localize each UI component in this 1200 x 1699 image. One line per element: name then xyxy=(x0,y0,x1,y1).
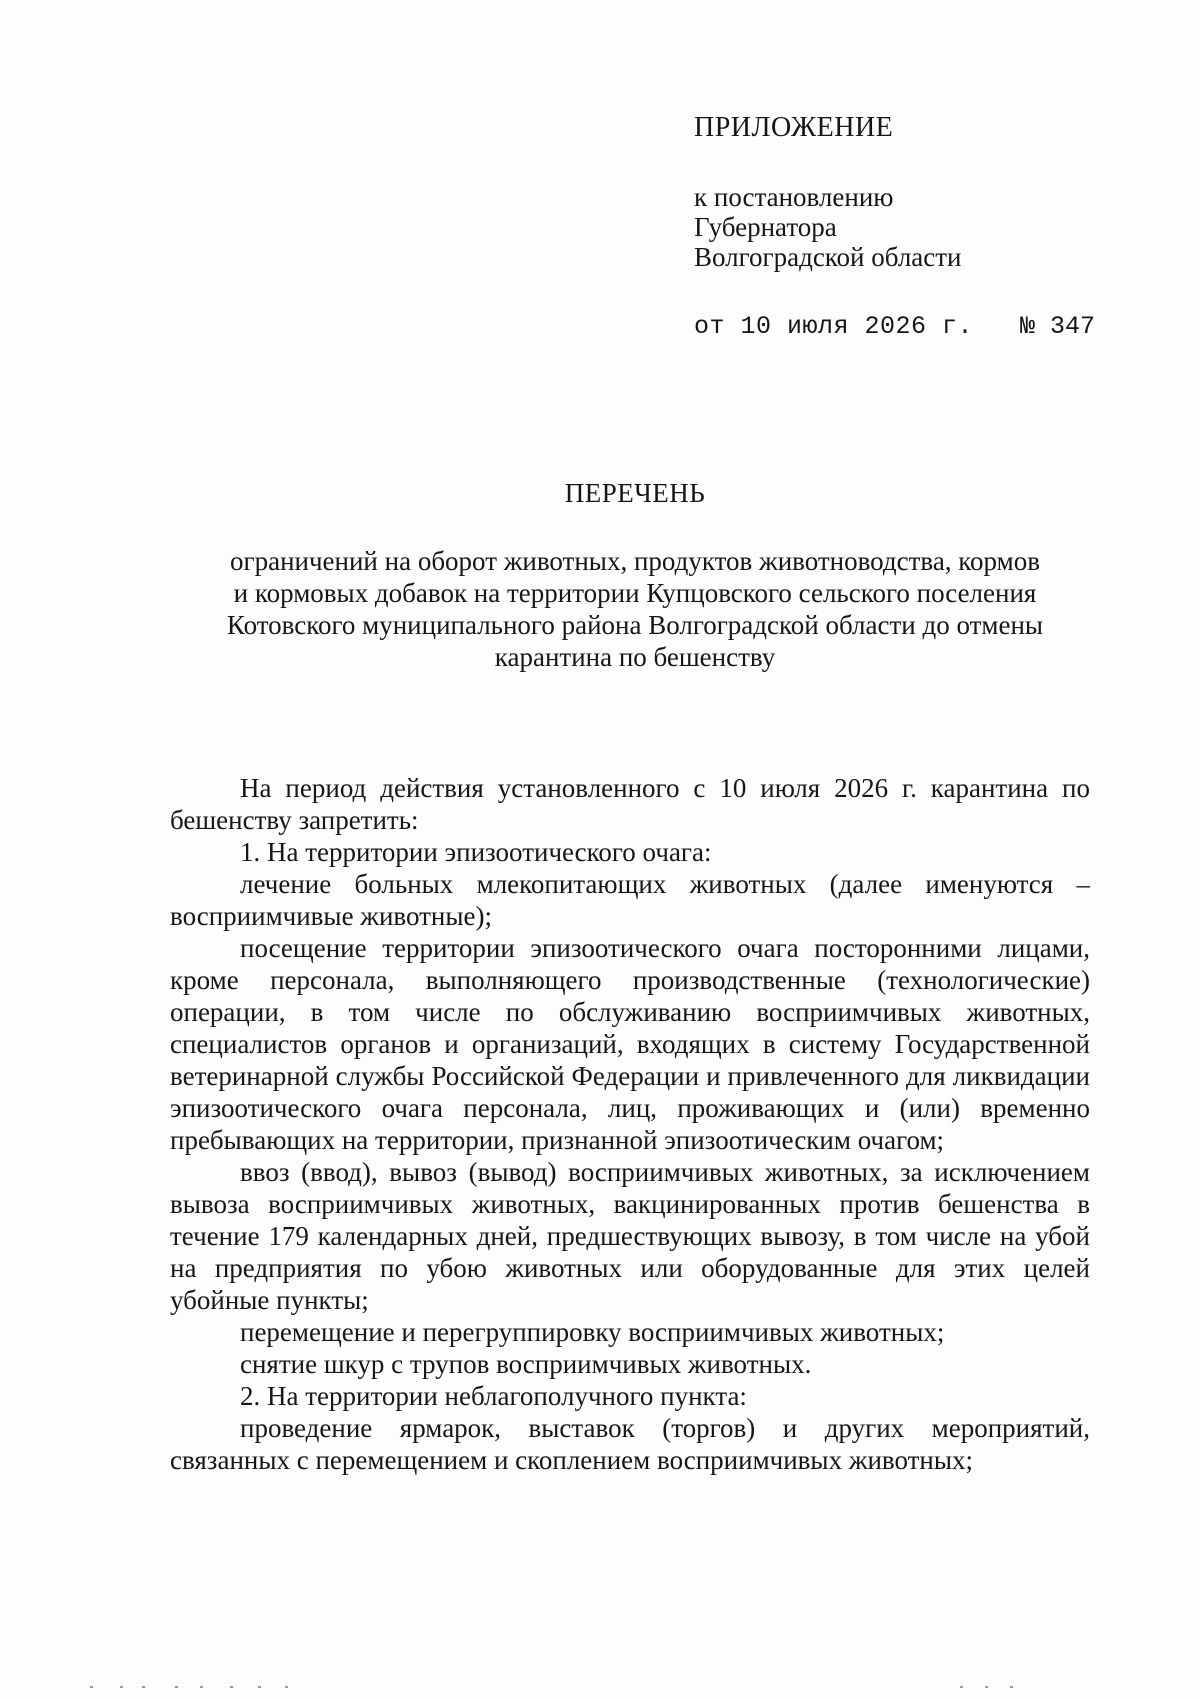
scan-dot xyxy=(230,1686,233,1688)
scan-dot xyxy=(90,1686,93,1688)
resolution-number: № 347 xyxy=(1020,312,1096,341)
scan-dot xyxy=(142,1686,145,1688)
paragraph-import-export: ввоз (ввод), вывоз (вывод) восприимчивых животных, за исключением вывоза восприимчивых животных, вакцинированных против бешенства в течение 179 календарных дней, предшествующих вывозу, в том числе на убой на предприятия по убою животных или оборудованные для этих целей убойные пункты; xyxy=(170,1157,1090,1315)
scan-dot xyxy=(960,1686,963,1688)
scan-dot xyxy=(175,1686,178,1688)
intro-paragraph: На период действия установленного с 10 июля 2026 г. карантина по бешенству запретить: xyxy=(170,773,1090,835)
subtitle-line: и кормовых добавок на территории Купцовского сельского поселения xyxy=(233,578,1037,608)
scan-dot xyxy=(1010,1686,1013,1688)
section-1-heading: 1. На территории эпизоотического очага: xyxy=(240,837,712,867)
paragraph-skinning: снятие шкур с трупов восприимчивых животных. xyxy=(240,1349,812,1379)
paragraph-fairs: проведение ярмарок, выставок (торгов) и других мероприятий, связанных с перемещением и скоплением восприимчивых животных; xyxy=(170,1413,1090,1475)
scan-artifacts xyxy=(80,1686,1120,1690)
scan-dot xyxy=(985,1686,988,1688)
document-title: ПЕРЕЧЕНЬ xyxy=(564,478,706,508)
scan-dot xyxy=(285,1686,288,1688)
paragraph-regrouping: перемещение и перегруппировку восприимчивых животных; xyxy=(240,1317,945,1347)
resolution-date: от 10 июля 2026 г. xyxy=(694,312,974,341)
section-2-heading: 2. На территории неблагополучного пункта: xyxy=(240,1381,747,1411)
appendix-line-region: Волгоградской области xyxy=(694,242,962,272)
paragraph-visits: посещение территории эпизоотического очага посторонними лицами, кроме персонала, выполняющего производственные (технологические) операции, в том числе по обслуживанию восприимчивых животных, специалистов органов и организаций, входящих в систему Государственной ветеринарной службы Российской Федерации и привлеченного для ликвидации эпизоотического очага персонала, лиц, проживающих и (или) временно пребывающих на территории, признанной эпизоотическим очагом; xyxy=(170,933,1090,1155)
scan-dot xyxy=(200,1686,203,1688)
subtitle-line: ограничений на оборот животных, продуктов животноводства, кормов xyxy=(230,546,1040,576)
document-body xyxy=(170,772,1090,1476)
document-subtitle xyxy=(170,545,1100,673)
appendix-line-resolution: к постановлению xyxy=(694,182,894,212)
subtitle-line: Котовского муниципального района Волгоградской области до отмены xyxy=(226,610,1044,640)
appendix-title: ПРИЛОЖЕНИЕ xyxy=(694,112,894,143)
appendix-line-governor: Губернатора xyxy=(694,212,837,242)
subtitle-line: карантина по бешенству xyxy=(494,642,776,672)
paragraph-treatment: лечение больных млекопитающих животных (далее именуются – восприимчивые животные); xyxy=(170,869,1090,931)
scan-dot xyxy=(258,1686,261,1688)
scan-dot xyxy=(120,1686,123,1688)
